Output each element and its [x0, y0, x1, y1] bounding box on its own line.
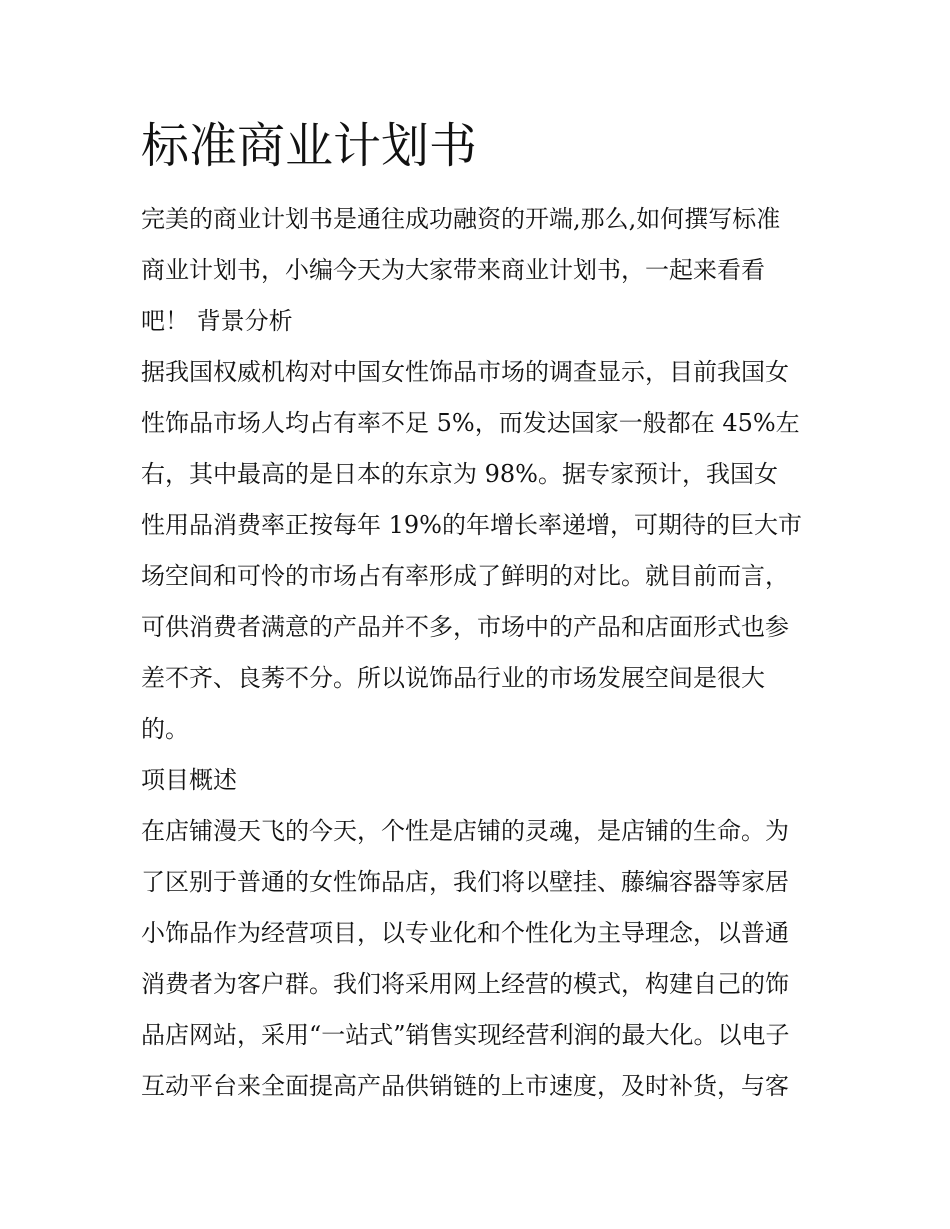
- overview-line: 互动平台来全面提高产品供销链的上市速度，及时补货，与客: [141, 1072, 789, 1100]
- overview-line: 了区别于普通的女性饰品店，我们将以壁挂、藤编容器等家居: [141, 868, 789, 896]
- background-line: 的。: [141, 715, 189, 743]
- overview-line: 在店铺漫天飞的今天，个性是店铺的灵魂，是店铺的生命。为: [141, 817, 789, 845]
- background-line: 右，其中最高的是日本的东京为 98%。据专家预计，我国女: [141, 460, 778, 488]
- document-title: 标准商业计划书: [141, 118, 478, 174]
- overview-line: 品店网站，采用“一站式”销售实现经营利润的最大化。以电子: [141, 1021, 790, 1049]
- document-page: [141, 112, 821, 1112]
- background-paragraph: [141, 347, 821, 755]
- intro-line: 吧！ 背景分析: [141, 307, 293, 335]
- overview-heading-block: [141, 755, 821, 806]
- background-line: 场空间和可怜的市场占有率形成了鲜明的对比。就目前而言，: [141, 562, 789, 590]
- intro-line: 商业计划书，小编今天为大家带来商业计划书，一起来看看: [141, 256, 765, 284]
- intro-paragraph: [141, 194, 821, 347]
- background-line: 性饰品市场人均占有率不足 5%，而发达国家一般都在 45%左: [141, 409, 800, 437]
- background-line: 性用品消费率正按每年 19%的年增长率递增，可期待的巨大市: [141, 511, 802, 539]
- background-line: 据我国权威机构对中国女性饰品市场的调查显示，目前我国女: [141, 358, 789, 386]
- overview-paragraph: [141, 806, 821, 1112]
- overview-heading: 项目概述: [141, 766, 237, 794]
- background-line: 可供消费者满意的产品并不多，市场中的产品和店面形式也参: [141, 613, 789, 641]
- intro-line: 完美的商业计划书是通往成功融资的开端,那么,如何撰写标准: [141, 205, 781, 233]
- overview-line: 消费者为客户群。我们将采用网上经营的模式，构建自己的饰: [141, 970, 789, 998]
- background-line: 差不齐、良莠不分。所以说饰品行业的市场发展空间是很大: [141, 664, 765, 692]
- overview-line: 小饰品作为经营项目，以专业化和个性化为主导理念，以普通: [141, 919, 789, 947]
